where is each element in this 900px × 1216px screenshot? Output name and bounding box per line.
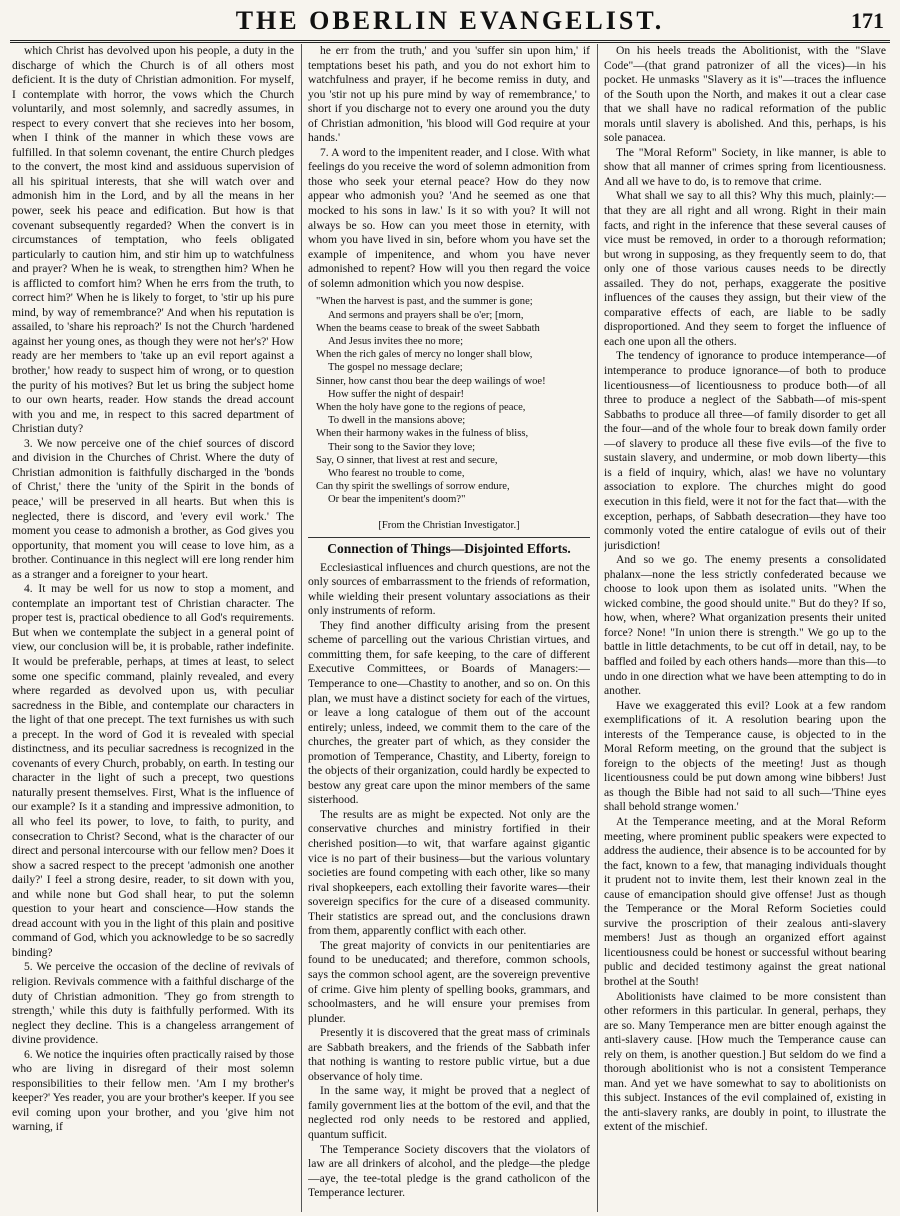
newspaper-title: THE OBERLIN EVANGELIST. <box>235 6 665 35</box>
paragraph: The Temperance Society discovers that the violators of law are all drinkers of alcohol, and the pledge—the pledge—aye, the tee-total pledge is the grand catholicon of the Temperance lecturer. <box>308 1142 590 1200</box>
poem-line: Who fearest no trouble to come, <box>328 467 465 479</box>
paragraph: Ecclesiastical influences and church questions, are not the only sources of embarrassment to the friends of reformation, while wielding their present voluntary associations as their only instruments of reform. <box>308 560 590 618</box>
article-heading: Connection of Things—Disjointed Efforts. <box>308 537 590 557</box>
paragraph: In the same way, it might be proved that a neglect of family government lies at the bottom of the evil, and that the neglected rod only needs to be restored and applied, quantum sufficit. <box>308 1084 590 1141</box>
poem-line: When their harmony wakes in the fulness of bliss, <box>316 428 529 440</box>
paragraph: At the Temperance meeting, and at the Moral Reform meeting, where prominent public speakers were expected to address the audience, their absence is to be accounted for by the fact, known to a few, that managing individuals thought it prudent not to invite them, lest their known zeal in the cause of emancipation should give offense! Just as though the Temperance or the Moral Reform Societies could survive the proscription of their zealous anti-slavery members! Just as though an organized effort against licentiousness could be honest or successful without bearing public and decided testimony against the great national brothel at the South! <box>604 814 886 988</box>
poem <box>316 295 590 506</box>
paragraph: What shall we say to all this? Why this much, plainly:—that they are all right and all wrong. Right in their main facts, and right in the inference that these several causes of vice must be removed, in order to a thorough reformation; but wrong in supposing, as they frequently seem to do, that only one of those various causes needs to be directly assailed. They do not, perhaps, exaggerate the positive influences of the causes they assign, but their view of the comparative effects of each, are liable to be sadly disproportioned. And they seem to forget the influence of each one upon all the others. <box>604 189 886 348</box>
article-columns <box>12 44 888 1212</box>
paragraph: The results are as might be expected. Not only are the conservative churches and ministry fortified in their cherished position—to wit, that warfare against gigantic vice is no part of their business—but the various voluntary societies are found competing with each other, like so many rival shopkeepers, each extolling their favorite wares—their sovereign specifics for the cure of a diseased community. Their statistics are spread out, and the conclusions drawn from them, apparently conflict with each other. <box>308 807 590 938</box>
poem-line: To dwell in the mansions above; <box>328 415 466 427</box>
poem-line: And Jesus invites thee no more; <box>328 335 464 347</box>
paragraph: The "Moral Reform" Society, in like manner, is able to show that all manner of crimes spring from licentiousness. And all we have to do, is to remove that crime. <box>604 145 886 188</box>
paragraph: The tendency of ignorance to produce intemperance—of intemperance to produce ignorance—of both to produce licentiousness—of licentiousness to produce both—of all three to produce a neglect of the Sabbath—of mis-spent Sabbaths to produce all three—of family disorder to get all the four—and of the whole four to break down family order—of slavery to produce all these five evils—of the five to sustain slavery, and undermine, or mob down liberty—this is a field of inquiry, which, alas! we have no voluntary association to explore. The churches might do good execution in this field, were it not for the fact that—with the exception, perhaps, of Sabbath desecration—they have too commonly voted the entire catalogue of evils out of their jurisdiction! <box>604 349 886 552</box>
poem-line: When the beams cease to break of the sweet Sabbath <box>316 322 540 334</box>
masthead <box>10 4 890 43</box>
poem-line: Can thy spirit the swellings of sorrow endure, <box>316 481 510 493</box>
paragraph: Have we exaggerated this evil? Look at a few random exemplifications of it. A resolution bearing upon the interests of the Temperance cause, is objected to in the Moral Reform meeting, on the ground that the subject is foreign to the objects of the meeting! Just as though licentiousness could be put down among wine bibbers! Just as though the Bible had not said to all such—'Thine eyes shall behold strange women.' <box>604 698 886 814</box>
column-2 <box>308 44 590 1212</box>
poem-line: Sinner, how canst thou bear the deep wailings of woe! <box>316 375 546 387</box>
column-divider <box>597 44 598 1212</box>
paragraph: The great majority of convicts in our penitentiaries are found to be uneducated; and therefore, common schools, says the common school agent, are the sovereign preventive of crime. Give him plenty of spelling books, grammars, and schoolmasters, and he will ensure your premises from plunder. <box>308 938 590 1025</box>
paragraph: And so we go. The enemy presents a consolidated phalanx—none the less strictly confederated because we choose to look upon them as isolated units. "When the wicked combine, the good should unite." But do they? If so, how, when, where? What organization presents their united force? None! "In union there is strength." We go up to the battle in little detachments, to be cut off in detail, nay, to be baffled and foiled by each others hands—more than this—to undo in one direction what we have been attempting to do in another. <box>604 553 886 698</box>
poem-line: Or bear the impenitent's doom?" <box>328 494 466 506</box>
poem-line: The gospel no message declare; <box>328 362 463 374</box>
poem-line: How suffer the night of despair! <box>328 388 465 400</box>
page-number: 171 <box>851 8 884 33</box>
poem-line: "When the harvest is past, and the summer is gone; <box>316 296 533 308</box>
paragraph: 7. A word to the impenitent reader, and I close. With what feelings do you receive the word of solemn admonition from those who seek your eternal peace? How do they now appear who admonish you? 'And he seemed as one that mocked to his sons in law.' Is it so with you? It will not always be so. How can you meet those in eternity, with whom you have lived in sin, before whom you have set the example of impenitence, and whom you have never admonished to repent? How will you then regard the voice of solemn admonition which you now despise. <box>308 145 590 290</box>
paragraph: On his heels treads the Abolitionist, with the "Slave Code"—(that grand patronizer of all the vices)—in his pocket. He unmasks "Slavery as it is"—traces the influence of the South upon the North, and makes it out a clear case that we shall have no radical reformation of the public morals until slavery is abolished. And this, perhaps, is his sole panacea. <box>604 44 886 145</box>
paragraph: 4. It may be well for us now to stop a moment, and contemplate an important test of Christian character. The proper test is, practical obedience to all God's requirements. But when we contemplate the subject in a general point of view, our conclusion will be, it is probable, rather indefinite. It would be preferable, perhaps, at times at least, to select some one specific command, plainly revealed, and every where regarded as devolved upon us, with peculiar sacredness in the Bible, and contemplate our characters in the light of that one precept. The text furnishes us with such a precept. In the word of God it is revealed with special distinctness, and its peculiar sacredness is recognized in the covenants of every Church, probably, on earth. In testing our character in the light of such a precept, two questions naturally present themselves. First, What is the influence of our example? Is it a standing and impressive admonition, to all who feel its power, to love, to faith, to purity, and consecration to Christ? Second, what is the character of our direct and personal intercourse with our fellow men? Does it show a sacred respect to the precept 'admonish one another daily?' I feel a strong desire, reader, to sit down with you, and while none but God shall hear, to put the solemn question to your heart and conscience—How stands the dread account with you in the light of this plain and positive command of God, which you acknowledge to be so sacredly binding? <box>12 582 294 959</box>
paragraph: he err from the truth,' and you 'suffer sin upon him,' if temptations beset his path, and you do not exhort him to watchfulness and prayer, if he become remiss in duty, and you 'stir not up his pure mind by way of remembrance,' to short if you discharge not to every one around you the duty of Christian admonition, 'his blood will God require at your hands.' <box>308 44 590 145</box>
poem-line: When the holy have gone to the regions of peace, <box>316 401 526 413</box>
column-3 <box>604 44 886 1212</box>
paragraph: which Christ has devolved upon his people, a duty in the discharge of which the Church is of all others most deficient. It is the duty of Christian admonition. For myself, I contemplate with horror, the vows which the Church voluntarily, and most solemnly, and sacredly assumes, in respect to every convert that she recieves into her bosom, when I think of the manner in which these vows are fulfilled. In that solemn covenant, the entire Church pledges to the convert, the most kind and assiduous supervision of all his spiritual interests, that she will watch over and admonish him in the Lord, and by all the means in her power, seek his peace and edification. But how is that covenant subsequently regarded? When the convert is in circumstances of temptation, who feels obligated particularly to caution him, and stir him up to watchfulness and prayer? When he is weak, to strengthen him? When he is afflicted to comfort him? When he errs from the truth, to correct him?' When he is likely to forget, to 'stir up his pure mind, by way of remembrance?' And when his reputation is assailed, to 'share his reproach?' Is not the Church 'hardened against her young ones, as though they were not her's?' How ready are her members to 'take up an evil report against a brother,' how ready to suspect him of wrong, or to question the purity of his motives? But let us bring the subject home to our own hearts, reader. How stands the dread account with you and me, in respect to this sacred department of Christian duty? <box>12 44 294 436</box>
poem-line: When the rich gales of mercy no longer shall blow, <box>316 349 533 361</box>
paragraph: 5. We perceive the occasion of the decline of revivals of religion. Revivals commence with a faithful discharge of the duty of Christian admonition. 'They go from strength to strength,' while this duty is faithfully performed. With its neglect they decline. This is a changeless arrangement of divine providence. <box>12 960 294 1047</box>
poem-line: Their song to the Savior they love; <box>328 441 476 453</box>
column-1 <box>12 44 294 1212</box>
paragraph: 6. We notice the inquiries often practically raised by those who are living in disregard of their most solemn responsibilities to their fellow men. 'Am I my brother's keeper?' Yes reader, you are your brother's keeper. If you see evil coming upon your brother, and you 'give him not warning, if <box>12 1047 294 1134</box>
paragraph: Abolitionists have claimed to be more consistent than other reformers in this particular. In general, perhaps, they are so. Many Temperance men are bitter enough against the anti-slavery cause. [How much the Temperance cause can rely on them, is another question.] But seldom do we find a thorough abolitionist who is not a consistent Temperance man. And yet we have somewhat to say to abolitionists on this subject. Instances of the evil complained of, existing in the anti-slavery ranks, are doubly in point, to illustrate the extent of the mischief. <box>604 989 886 1134</box>
column-divider <box>301 44 302 1212</box>
paragraph: 3. We now perceive one of the chief sources of discord and division in the Churches of Christ. Where the duty of Christian admonition is faithfully discharged in the 'bonds of Christ,' there the 'unity of the Spirit in the bonds of peace,' will be preserved in all hearts. But when this is neglected, there is discord, and 'every evil work.' The moment you cease to admonish a brother, as God gives you opportunity, that moment you will cease to love him, as a brother. Continuance in this neglect will ere long render him as a stranger and a foreigner to your heart. <box>12 436 294 581</box>
poem-line: And sermons and prayers shall be o'er; [morn, <box>328 309 524 321</box>
article-source: [From the Christian Investigator.] <box>378 519 520 531</box>
poem-line: Say, O sinner, that livest at rest and secure, <box>316 454 498 466</box>
paragraph: They find another difficulty arising from the present scheme of parcelling out the various Christian virtues, and committing them, for safe keeping, to the care of different Executive Committees, or Boards of Managers:—Temperance to one—Chastity to another, and so on. On this plan, we must have a distinct society for each of the virtues, or leave a long catalogue of them out of the account entirely; unless, indeed, we commit them to the care of the churches, the greater part of which, as they consider the promotion of Temperance, Chastity, and Liberty, foreign to the objects of their organization, could hardly be expected to bestow any great care upon the minor members of the same sisterhood. <box>308 618 590 807</box>
paragraph: Presently it is discovered that the great mass of criminals are Sabbath breakers, and the friends of the Sabbath infer that nothing is wanting to restore public virtue, but a due observance of holy time. <box>308 1026 590 1083</box>
